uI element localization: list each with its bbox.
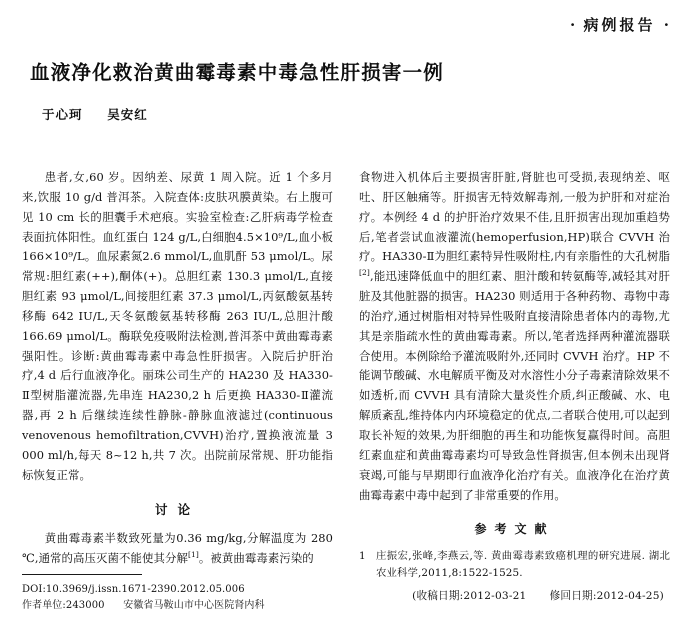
running-head — [0, 0, 687, 35]
continuation-head-text: 食物进入机体后主要损害肝脏,肾脏也可受损,表现纳差、呕吐、肝区触痛等。肝损害无特效解毒剂,一般为护肝和对症治疗。本例经 4 d 的护肝治疗效果不佳,且肝损害出现加重趋势后,笔者尝试血液灌流(hemoperfusion,HP)联合 CVVH 治疗。HA330-Ⅱ为胆红素特异性吸附柱,内有亲脂性的大孔树脂 — [359, 170, 670, 264]
case-report-paragraph: 患者,女,60 岁。因纳差、尿黄 1 周入院。近 1 个多月来,饮服 10 g/d 普洱茶。入院查体:皮肤巩膜黄染。右上腹可见 10 cm 长的胆囊手术疤痕。实验室检查:乙肝病毒学检查表面抗体阳性。血红蛋白 124 g/L,白细胞4.5×10⁹/L,血小板 166×10⁹/L。血尿素氮2.6 mmol/L,血肌酐 53 μmol/L。尿常规:胆红素(++),酮体(+)。总胆红素 130.3 μmol/L,直接胆红素 93 μmol/L,间接胆红素 37.3 μmol/L,丙氨酸氨基转移酶 642 IU/L,天冬氨酸氨基转移酶 263 IU/L,总胆汁酸 166.69 μmol/L。酶联免疫吸附法检测,普洱茶中黄曲霉毒素强阳性。诊断:黄曲霉毒素中毒急性肝损害。入院后护肝治疗,4 d 后行血液净化。丽珠公司生产的 HA230 及 HA330-Ⅱ型树脂灌流器,先串连 HA230,2 h 后更换 HA330-Ⅱ灌流器,再 2 h 后继续连续性静脉-静脉血液滤过(continuous venovenous hemofiltration,CVVH)治疗,置换液流量 3 000 ml/h,每天 8~12 h,共 7 次。出院前尿常规、肝功能指标恢复正常。 — [22, 170, 333, 482]
reference-number: 1 — [359, 550, 366, 563]
reference-list — [359, 548, 670, 582]
reference-marker-1: [1] — [187, 550, 199, 560]
submission-dates — [359, 587, 670, 605]
footnote-block — [22, 574, 333, 614]
author-name-2: 吴安红 — [107, 107, 148, 122]
affiliation-text: 安徽省马鞍山市中心医院肾内科 — [123, 599, 265, 611]
discussion-text-part: 黄曲霉毒素半数致死量为0.36 mg/kg,分解温度为 280 ℃,通常的高压灭菌不能使其分解 — [22, 531, 333, 566]
discussion-text-tail: 。被黄曲霉毒素污染的 — [198, 551, 314, 566]
doi-line: DOI:10.3969/j.issn.1671-2390.2012.05.006 — [22, 583, 245, 595]
discussion-continuation-paragraph — [359, 168, 670, 505]
footnote-rule — [22, 574, 142, 575]
discussion-heading: 讨论 — [154, 501, 201, 517]
author-list — [42, 105, 687, 123]
running-head-text: 病例报告 — [583, 16, 656, 34]
references-heading: 参考文献 — [474, 522, 555, 537]
affiliation-label: 作者单位:243000 — [22, 599, 105, 611]
article-title: 血液净化救治黄曲霉毒素中毒急性肝损害一例 — [30, 61, 445, 84]
reference-item — [359, 548, 670, 582]
received-date: (收稿日期:2012-03-21 — [412, 589, 527, 602]
author-name-1: 于心珂 — [42, 107, 83, 122]
left-column — [22, 168, 333, 605]
body-columns — [22, 168, 670, 605]
running-head-left-dot: · — [570, 16, 576, 34]
revised-date: 修回日期:2012-04-25) — [549, 589, 664, 602]
reference-marker-2: [2] — [359, 268, 370, 278]
continuation-tail-text: ,能迅速降低血中的胆红素、胆汁酸和转氨酶等,减轻其对肝脏及其他脏器的损害。HA230 则适用于各种药物、毒物中毒的治疗,通过树脂相对特异性吸附直接清除患者体内的毒物,尤其是亲脂疏水性的黄曲霉毒素。所以,笔者选择两种灌流器联合使用。本例除给予灌流吸附外,还同时 CVVH 治疗。HP 不能调节酸碱、水电解质平衡及对水溶性小分子毒素清除效果不如透析,而 CVVH 具有清除大量炎性介质,纠正酸碱、水、电解质紊乱,维持体内内环境稳定的优点,二者联合使用,可以起到取长补短的效果,为肝细胞的再生和功能恢复赢得时间。高胆红素血症和黄曲霉毒素均可导致急性肾损害,但本例未出现肾衰竭,可能与早期即行血液净化治疗有关。血液净化在治疗黄曲霉毒素中毒中起到了非常重要的作用。 — [359, 269, 670, 502]
reference-text: 庄振宏,张峰,李燕云,等. 黄曲霉毒素致癌机理的研究进展. 湖北农业科学,2011,8:1522-1525. — [376, 550, 670, 580]
running-head-right-dot: · — [663, 16, 669, 34]
affiliation-line — [22, 598, 333, 614]
right-column — [359, 168, 670, 605]
discussion-paragraph — [22, 529, 333, 569]
